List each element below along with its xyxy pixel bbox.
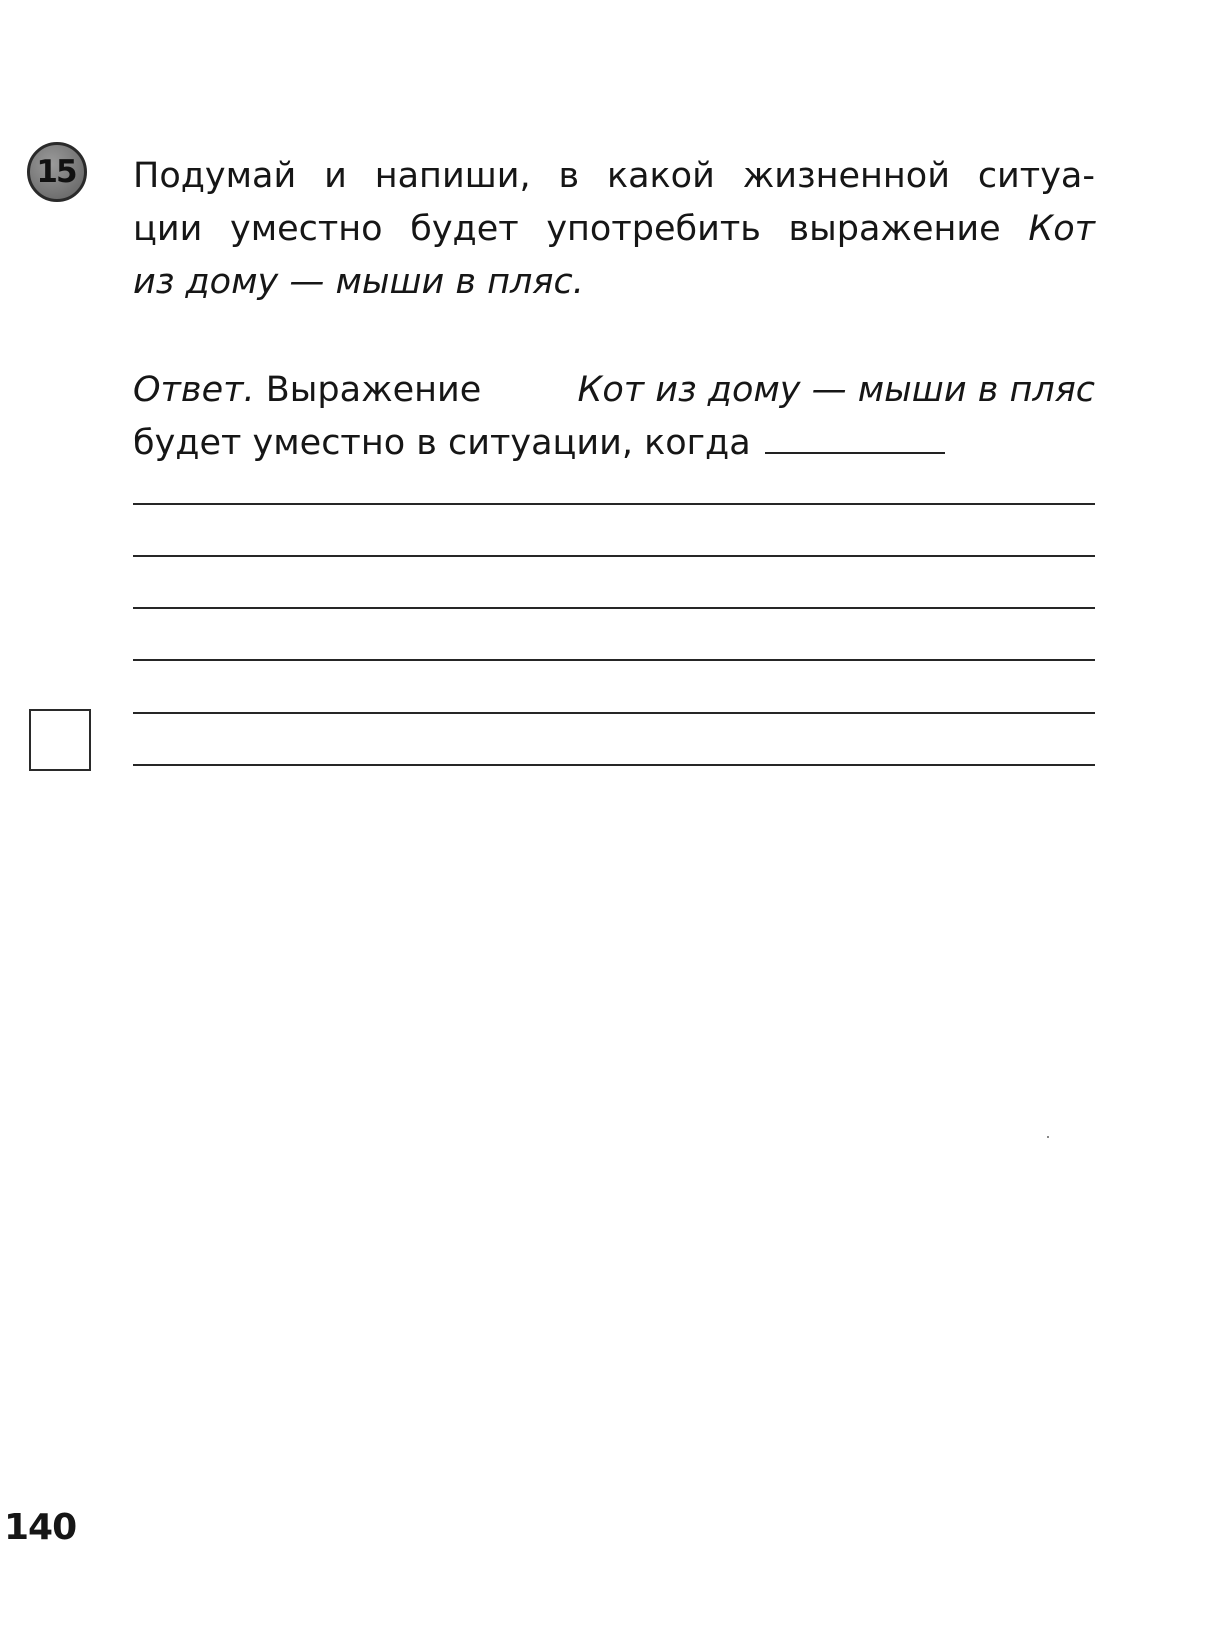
question-line-2: ции уместно будет употребить выражение Кот (133, 209, 1095, 249)
answer-text-2: будет уместно в ситуации, когда (133, 423, 751, 463)
answer-text-1: Выражение (265, 370, 482, 410)
answer-label: Ответ. (133, 370, 255, 410)
question-line-1: Подумай и напиши, в какой жизненной ситуа- (133, 156, 1095, 196)
answer-line-1 (133, 364, 1095, 417)
page-number: 140 (4, 1507, 77, 1548)
answer-idiom: Кот из дому — мыши в пляс (577, 370, 1095, 410)
idiom-end: из дому — мыши в пляс. (133, 262, 584, 302)
task-number-badge (27, 142, 87, 202)
answer-writing-line[interactable] (133, 555, 1095, 557)
score-box[interactable] (29, 709, 91, 771)
scan-speck (1047, 1136, 1049, 1138)
inline-answer-blank[interactable] (765, 452, 945, 454)
task-number: 15 (36, 154, 76, 190)
task-question (133, 150, 1095, 309)
question-line-3 (133, 256, 1095, 309)
answer-writing-line[interactable] (133, 712, 1095, 714)
answer-block (133, 364, 1095, 470)
answer-writing-line[interactable] (133, 764, 1095, 766)
answer-writing-line[interactable] (133, 659, 1095, 661)
answer-line-2 (133, 417, 1095, 470)
answer-writing-line[interactable] (133, 607, 1095, 609)
idiom-start: Кот (1028, 209, 1095, 249)
answer-writing-line[interactable] (133, 503, 1095, 505)
